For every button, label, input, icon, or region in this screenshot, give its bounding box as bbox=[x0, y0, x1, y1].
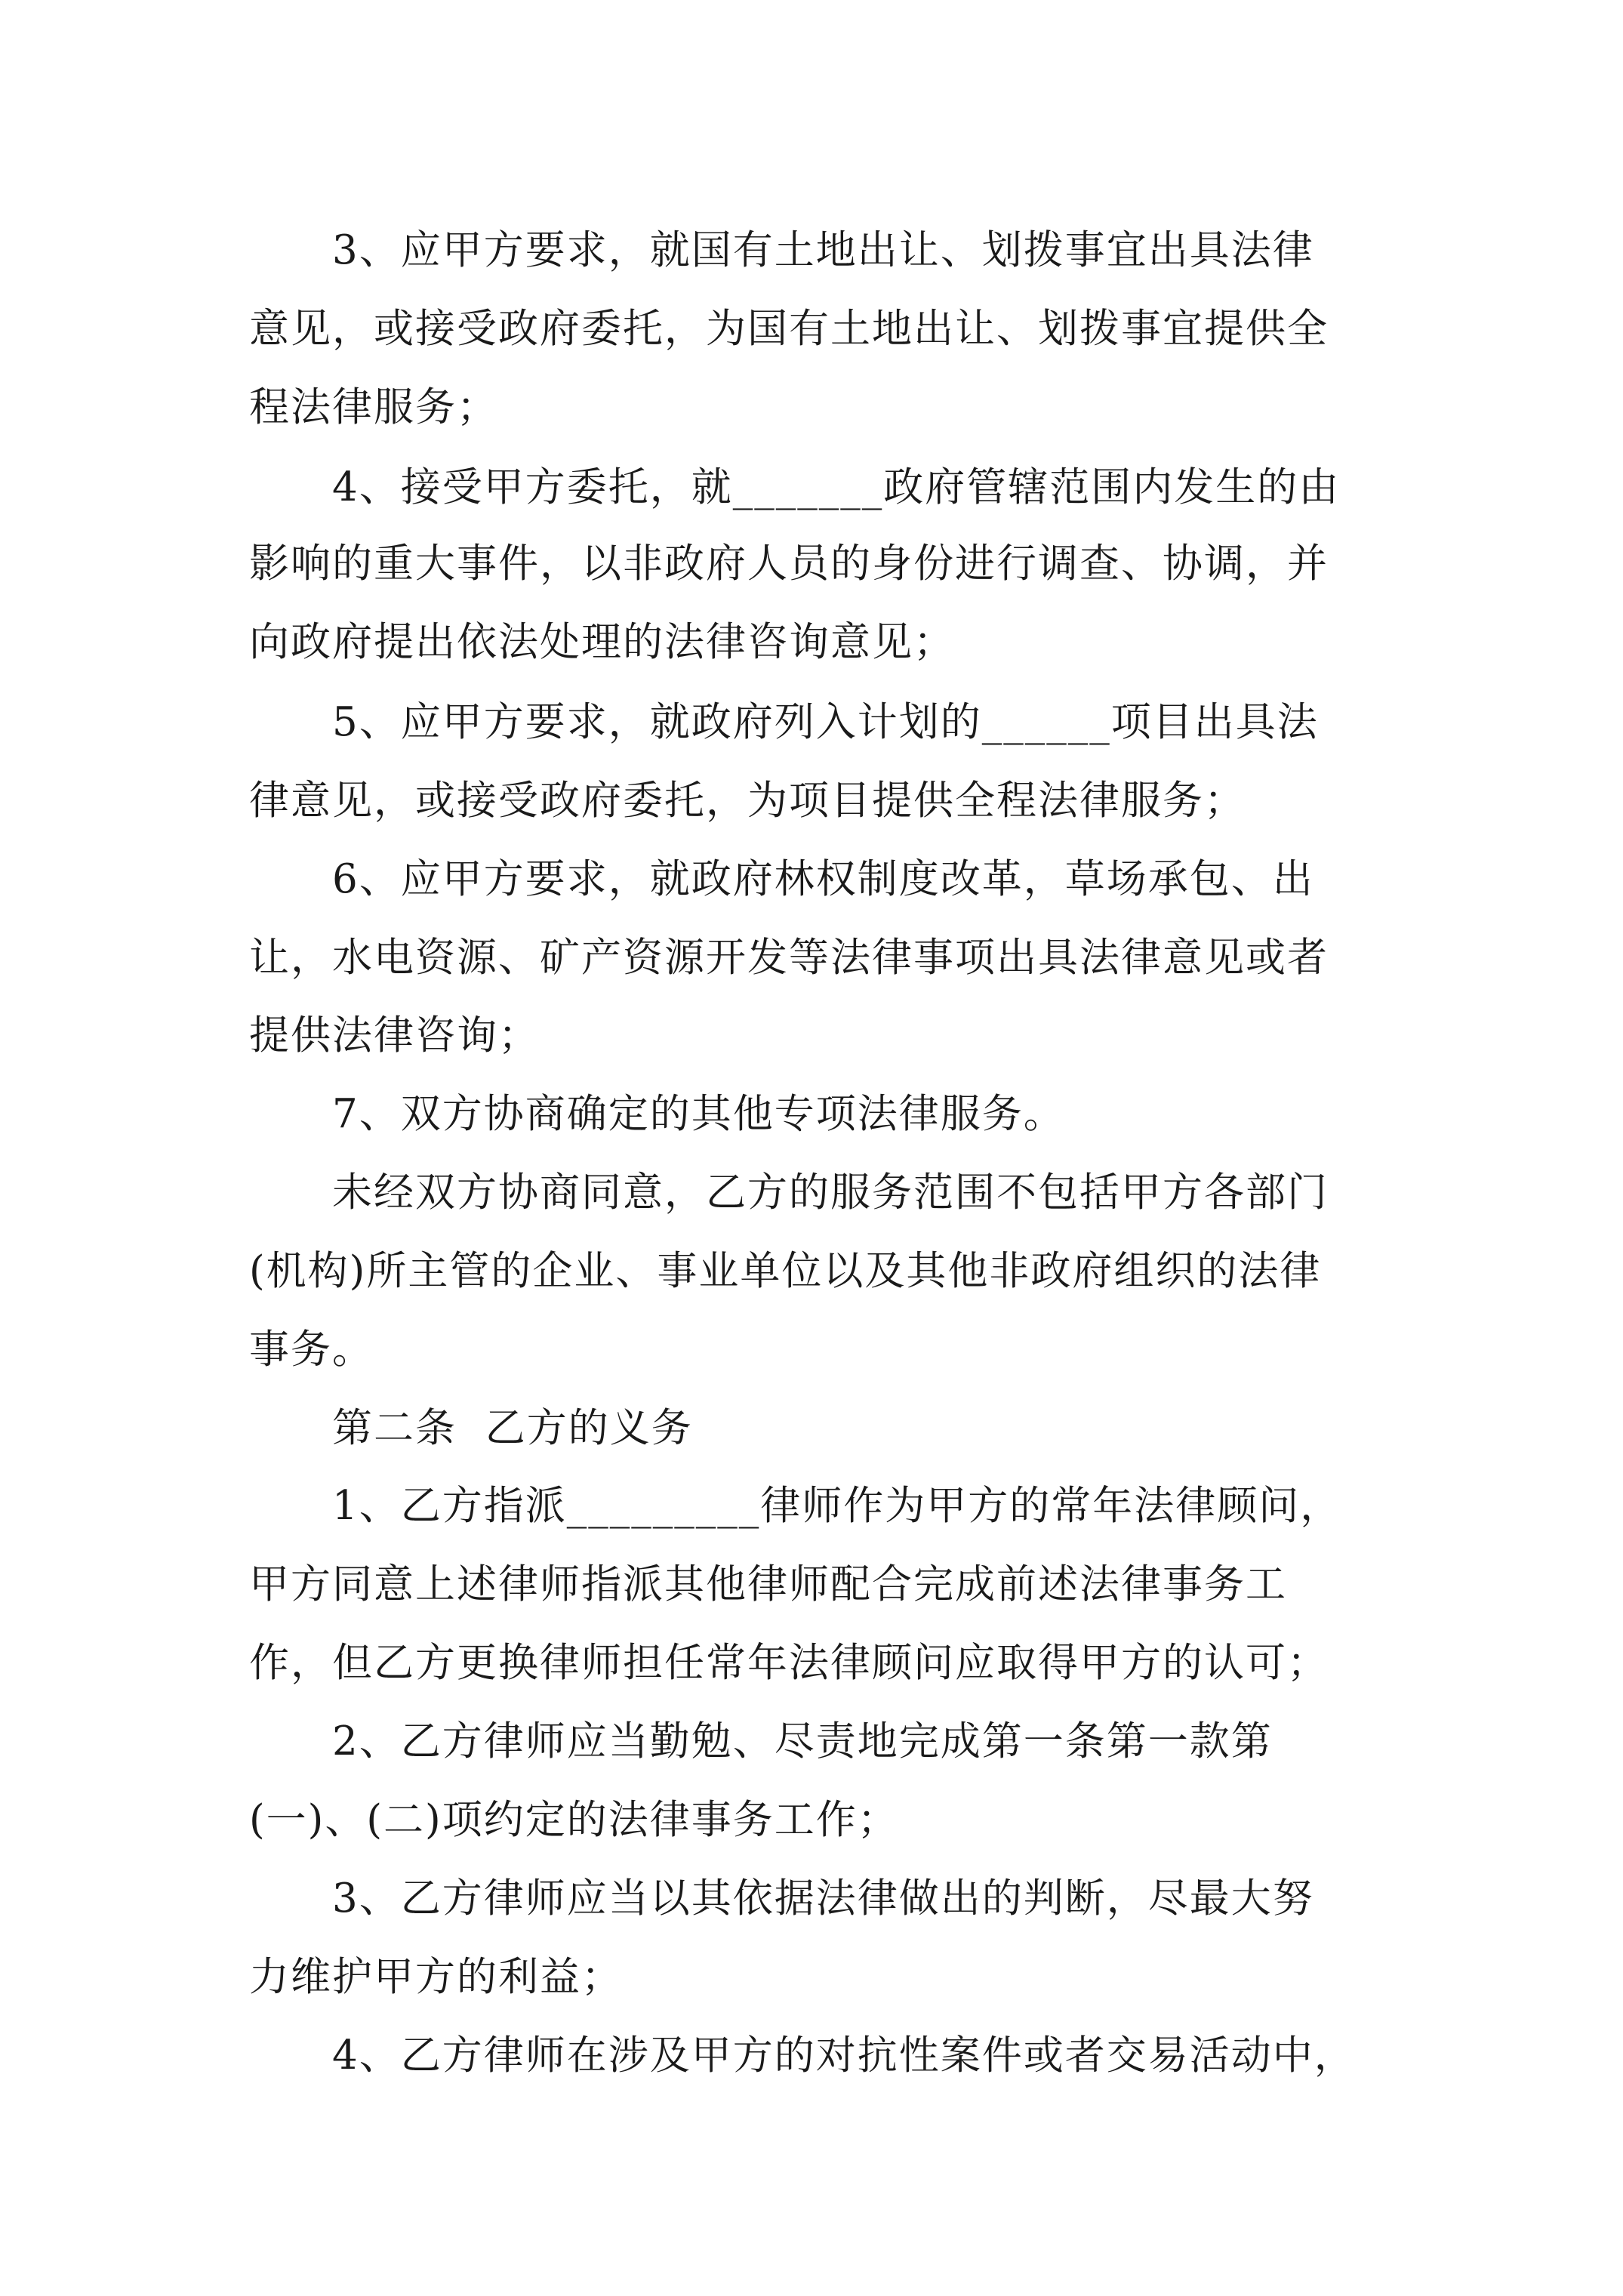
text-line: 律意见，或接受政府委托，为项目提供全程法律服务； bbox=[249, 778, 1246, 824]
text-line: 让，水电资源、矿产资源开发等法律事项出具法律意见或者 bbox=[249, 935, 1329, 981]
section-heading: 第二条 乙方的义务 bbox=[332, 1405, 693, 1451]
text-line: 程法律服务； bbox=[249, 384, 498, 430]
text-line: 提供法律咨询； bbox=[249, 1012, 540, 1059]
text-line: 影响的重大事件，以非政府人员的身份进行调查、协调，并 bbox=[249, 541, 1329, 587]
text-line: (机构)所主管的企业、事业单位以及其他非政府组织的法律 bbox=[249, 1248, 1322, 1294]
text-line: 3、乙方律师应当以其依据法律做出的判断，尽最大努 bbox=[332, 1875, 1314, 1922]
text-line: 力维护甲方的利益； bbox=[249, 1954, 623, 2000]
text-line: 4、乙方律师在涉及甲方的对抗性案件或者交易活动中， bbox=[332, 2032, 1356, 2079]
text-line: 意见，或接受政府委托，为国有土地出让、划拨事宜提供全 bbox=[249, 306, 1329, 352]
text-line: 1、乙方指派_________律师作为甲方的常年法律顾问， bbox=[332, 1483, 1342, 1529]
text-line: 事务。 bbox=[249, 1327, 374, 1373]
text-line: 未经双方协商同意，乙方的服务范围不包括甲方各部门 bbox=[332, 1170, 1329, 1216]
text-line: 2、乙方律师应当勤勉、尽责地完成第一条第一款第 bbox=[332, 1718, 1273, 1764]
text-line: 甲方同意上述律师指派其他律师配合完成前述法律事务工 bbox=[249, 1561, 1287, 1607]
text-line: 5、应甲方要求，就政府列入计划的______项目出具法 bbox=[332, 699, 1319, 745]
text-line: (一)、(二)项约定的法律事务工作； bbox=[249, 1797, 899, 1843]
text-line: 4、接受甲方委托，就_______政府管辖范围内发生的由 bbox=[332, 464, 1341, 510]
text-line: 6、应甲方要求，就政府林权制度改革，草场承包、出 bbox=[332, 856, 1314, 902]
text-line: 作，但乙方更换律师担任常年法律顾问应取得甲方的认可； bbox=[249, 1640, 1329, 1686]
text-line: 3、应甲方要求，就国有土地出让、划拨事宜出具法律 bbox=[332, 227, 1314, 273]
text-line: 向政府提出依法处理的法律咨询意见； bbox=[249, 619, 955, 665]
text-line: 7、双方协商确定的其他专项法律服务。 bbox=[332, 1091, 1065, 1137]
